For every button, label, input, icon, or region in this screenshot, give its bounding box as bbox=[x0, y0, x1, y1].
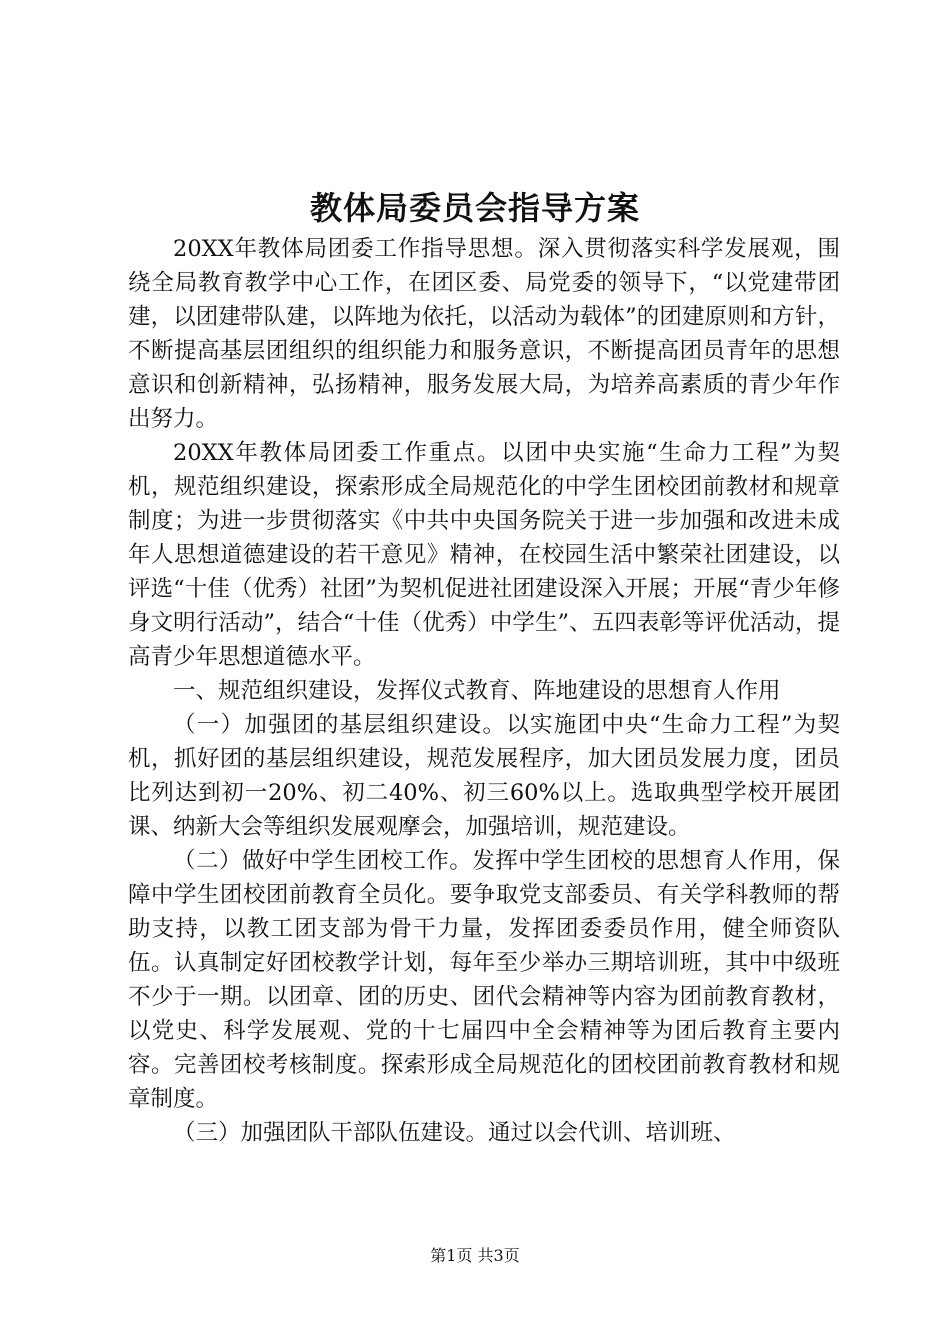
paragraph-item-3: （三）加强团队干部队伍建设。通过以会代训、培训班、 bbox=[173, 1120, 736, 1146]
paragraph-guiding-thought: 20XX年教体局团委工作指导思想。深入贯彻落实科学发展观，围绕全局教育教学中心工作，在团区委、局党委的领导下，“以党建带团建，以团建带队建，以阵地为依托，以活动为载体”的团建原则和方针，不断提高基层团组织的组织能力和服务意识，不断提高团员青年的思想意识和创新精神，弘扬精神，服务发展大局，为培养高素质的青少年作出努力。 bbox=[128, 236, 840, 432]
paragraph-item-2: （二）做好中学生团校工作。发挥中学生团校的思想育人作用，保障中学生团校团前教育全员化。要争取党支部委员、有关学科教师的帮助支持，以教工团支部为骨干力量，发挥团委委员作用，健全师资队伍。认真制定好团校教学计划，每年至少举办三期培训班，其中中级班不少于一期。以团章、团的历史、团代会精神等内容为团前教育教材，以党史、科学发展观、党的十七届四中全会精神等为团后教育主要内容。完善团校考核制度。探索形成全局规范化的团校团前教育教材和规章制度。 bbox=[128, 848, 840, 1112]
document-body bbox=[128, 232, 840, 1150]
page-number-footer: 第1页 共3页 bbox=[430, 1246, 520, 1265]
section-heading-1: 一、规范组织建设，发挥仪式教育、阵地建设的思想育人作用 bbox=[173, 678, 781, 704]
paragraph-work-focus: 20XX年教体局团委工作重点。以团中央实施“生命力工程”为契机，规范组织建设，探索形成全局规范化的中学生团校团前教材和规章制度；为进一步贯彻落实《中共中央国务院关于进一步加强和改进未成年人思想道德建设的若干意见》精神，在校园生活中繁荣社团建设，以评选“十佳（优秀）社团”为契机促进社团建设深入开展；开展“青少年修身文明行活动”，结合“十佳（优秀）中学生”、五四表彰等评优活动，提高青少年思想道德水平。 bbox=[128, 440, 840, 670]
paragraph-item-1: （一）加强团的基层组织建设。以实施团中央“生命力工程”为契机，抓好团的基层组织建设，规范发展程序，加大团员发展力度，团员比列达到初一20%、初二40%、初三60%以上。选取典型学校开展团课、纳新大会等组织发展观摩会，加强培训，规范建设。 bbox=[128, 712, 840, 840]
document-title: 教体局委员会指导方案 bbox=[309, 189, 640, 227]
